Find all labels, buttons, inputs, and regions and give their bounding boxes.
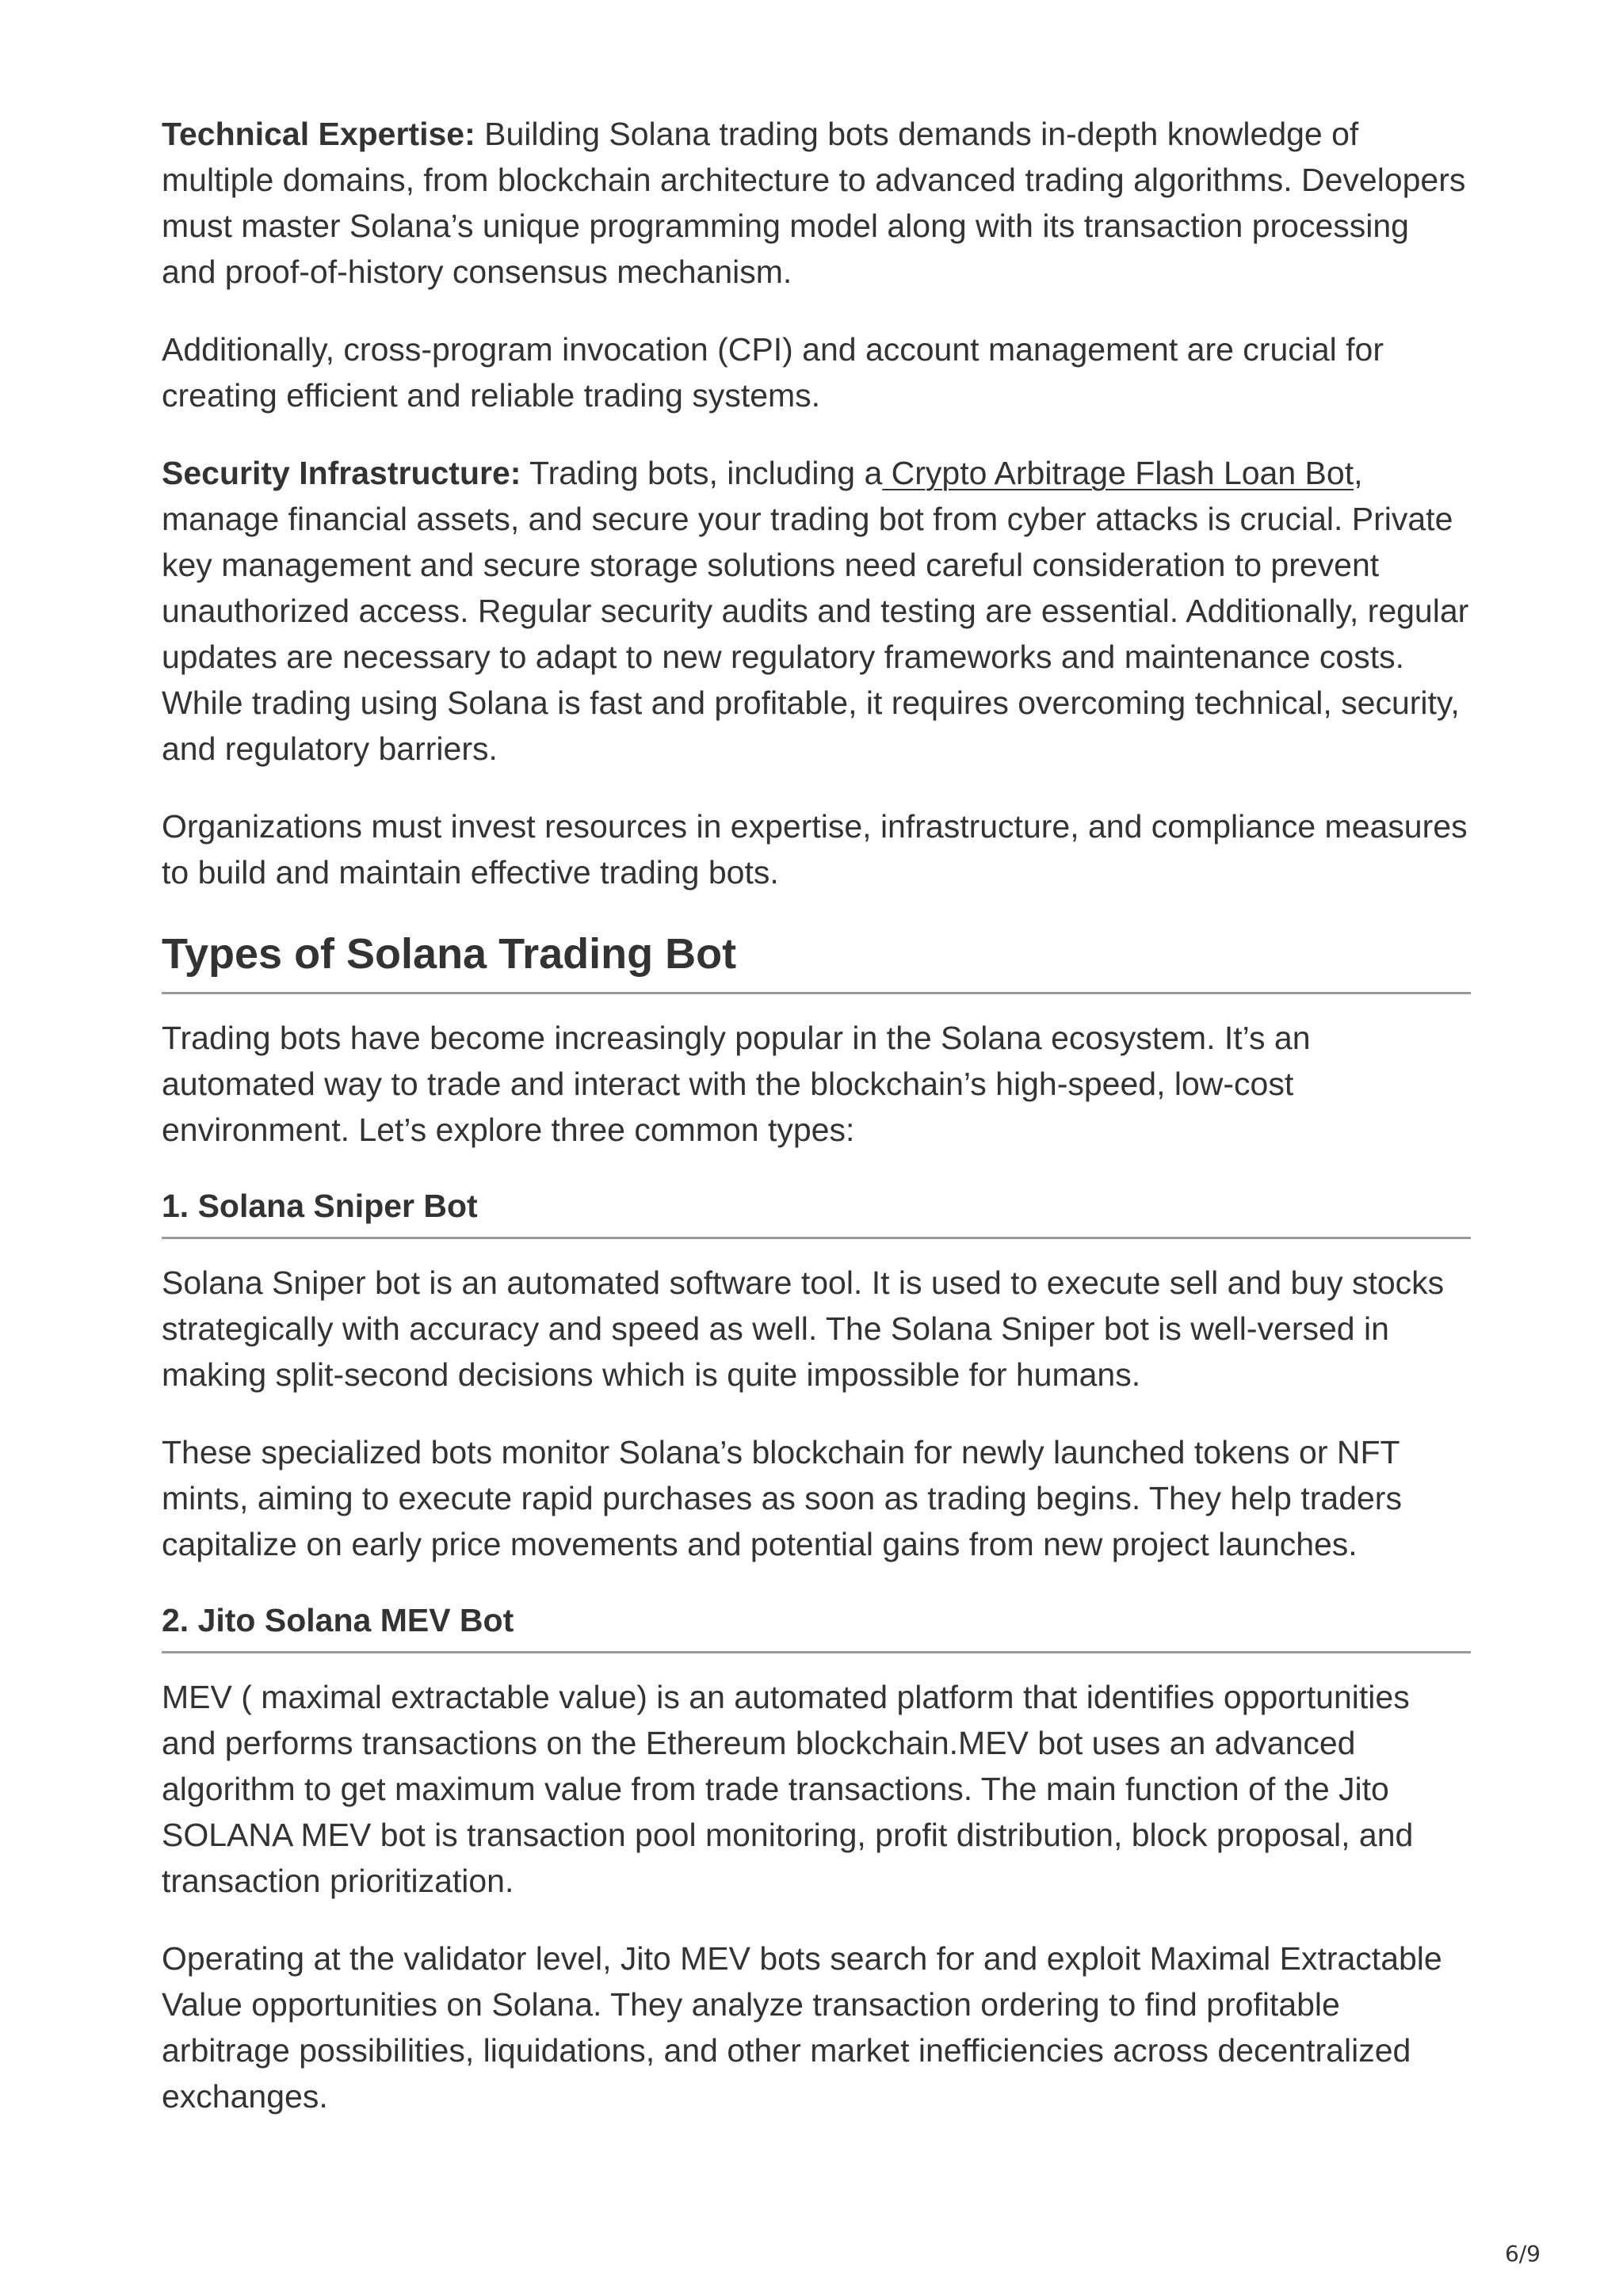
jito-mev-bot-paragraph-2: Operating at the validator level, Jito MEV bots search for and exploit Maximal Extractable Value opportunities on Solana. They analyze transaction ordering to find profitable arbitrage possibilities, liquidations, and other market inefficiencies across decentralized exchanges. (162, 1940, 1442, 2115)
technical-expertise-paragraph (162, 111, 1471, 295)
sniper-bot-paragraph-2: These specialized bots monitor Solana’s blockchain for newly launched tokens or NFT mints, aiming to execute rapid purchases as soon as trading begins. They help traders capitalize on early price movements and potential gains from new project launches. (162, 1434, 1402, 1562)
organizations-paragraph: Organizations must invest resources in expertise, infrastructure, and compliance measures to build and maintain effective trading bots. (162, 808, 1468, 891)
security-text-after-link: , manage financial assets, and secure your trading bot from cyber attacks is crucial. Private key management and secure storage solutions need careful consideration to prevent unauthorized access. Regular security audits and testing are essential. Additionally, regular updates are necessary to adapt to new regulatory frameworks and maintenance costs. While trading using Solana is fast and profitable, it requires overcoming technical, security, and regulatory barriers. (162, 455, 1469, 767)
flash-loan-bot-link[interactable]: Crypto Arbitrage Flash Loan Bot (882, 455, 1354, 491)
technical-expertise-text: Building Solana trading bots demands in-depth knowledge of multiple domains, from blockchain architecture to advanced trading algorithms. Developers must master Solana’s unique programming model along with its transaction processing and proof-of-history consensus mechanism. (162, 116, 1466, 290)
section-heading: Types of Solana Trading Bot (162, 927, 1471, 994)
page-number: 6/9 (1504, 2241, 1541, 2267)
article-content (162, 111, 1471, 2151)
jito-mev-bot-heading: 2. Jito Solana MEV Bot (162, 1599, 1471, 1653)
security-text-before-link: Trading bots, including a (521, 455, 883, 491)
cpi-paragraph: Additionally, cross-program invocation (CPI) and account management are crucial for creating efficient and reliable trading systems. (162, 331, 1384, 414)
security-infrastructure-label: Security Infrastructure: (162, 455, 521, 491)
jito-mev-bot-paragraph-1: MEV ( maximal extractable value) is an automated platform that identifies opportunities and performs transactions on the Ethereum blockchain.MEV bot uses an advanced algorithm to get maximum value from trade transactions. The main function of the Jito SOLANA MEV bot is transaction pool monitoring, profit distribution, block proposal, and transaction prioritization. (162, 1679, 1414, 1899)
sniper-bot-paragraph-1: Solana Sniper bot is an automated software tool. It is used to execute sell and buy stocks strategically with accuracy and speed as well. The Solana Sniper bot is well-versed in making split-second decisions which is quite impossible for humans. (162, 1264, 1445, 1393)
security-infrastructure-paragraph (162, 450, 1471, 772)
section-intro-paragraph: Trading bots have become increasingly popular in the Solana ecosystem. It’s an automated way to trade and interact with the blockchain’s high-speed, low-cost environment. Let’s explore three common types: (162, 1020, 1311, 1148)
technical-expertise-label: Technical Expertise: (162, 116, 475, 152)
sniper-bot-heading: 1. Solana Sniper Bot (162, 1184, 1471, 1239)
